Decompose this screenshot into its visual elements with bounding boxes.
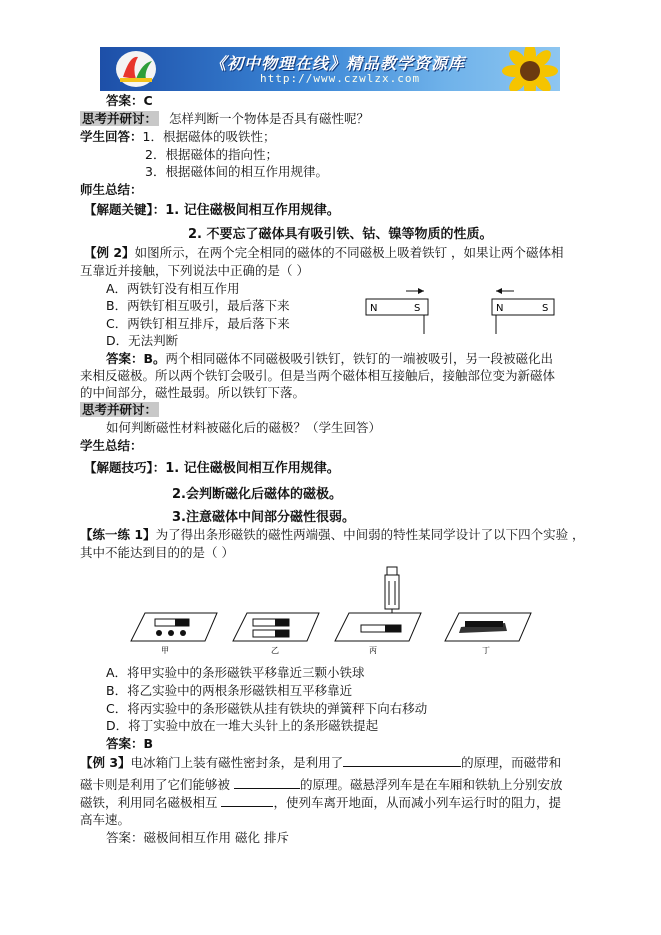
example-3-label: 【例 3】 — [80, 755, 131, 770]
left-magnet — [366, 288, 428, 334]
example-2-line-2: 互靠近并接触，下列说法中正确的是（ ） — [80, 263, 309, 278]
key-label-1: 【解题关键】： — [84, 202, 166, 217]
magnets-figure — [360, 282, 560, 342]
students-answer-item: 3．根据磁体间的相互作用规律。 — [145, 164, 328, 179]
example-2-answer-line: 的中间部分，磁性最弱。所以铁钉下落。 — [80, 385, 306, 400]
panel-ding — [445, 613, 531, 655]
panel-jia — [131, 613, 217, 655]
example-3-line-1: 【例 3】电冰箱门上装有磁性密封条，是利用了 的原理，而磁带和 — [80, 755, 562, 770]
think-label-1: 思考并研讨： — [82, 111, 158, 126]
practice-option-b: B．将乙实验中的两根条形磁铁相互平移靠近 — [106, 683, 353, 698]
think-question-1: 怎样判断一个物体是否具有磁性呢？ — [169, 111, 370, 126]
panel-label: 甲 — [161, 646, 169, 655]
logo-icon — [108, 47, 168, 91]
panel-label: 丁 — [482, 646, 490, 655]
blank-3[interactable] — [221, 793, 273, 807]
students-answer-label: 学生回答： — [80, 129, 143, 144]
example-2-answer: 答案：B。两个相同磁体不同磁极吸引铁钉，铁钉的一端被吸引，另一段被磁化出 — [106, 351, 554, 366]
key-item: 3.注意磁体中间部分磁性很弱。 — [172, 510, 355, 525]
practice-option-a: A．将甲实验中的条形磁铁平移靠近三颗小铁球 — [106, 665, 365, 680]
blank-1[interactable] — [343, 753, 461, 767]
panel-yi — [233, 613, 319, 655]
summary-label: 师生总结： — [80, 182, 143, 197]
students-answer — [80, 128, 275, 146]
key-item: 1. 记住磁极间相互作用规律。 — [165, 203, 340, 218]
magnet-pole-s: S — [542, 303, 549, 314]
key-item: 1. 记住磁极间相互作用规律。 — [165, 461, 340, 476]
practice-answer: 答案：B — [106, 736, 154, 751]
option-d: D．无法判断 — [106, 333, 179, 348]
practice-option-c: C．将丙实验中的条形磁铁从挂有铁块的弹簧秤下向右移动 — [106, 701, 428, 716]
banner-url: http://www.czwlzx.com — [260, 72, 421, 85]
key-section-1 — [84, 201, 340, 220]
answer-1: 答案：C — [106, 93, 153, 108]
key-section-2 — [84, 459, 340, 478]
practice-option-d: D．将丁实验中放在一堆大头针上的条形磁铁提起 — [106, 718, 379, 733]
example-3-line-3: 磁铁，利用同名磁极相互 ，使列车离开地面，从而减小列车运行时的阻力，提 — [80, 795, 561, 810]
students-summary-label: 学生总结： — [80, 438, 143, 453]
magnet-pole-n: N — [370, 303, 378, 314]
example-3-answer: 答案：磁极间相互作用 磁化 排斥 — [106, 830, 289, 845]
panel-label: 乙 — [271, 646, 279, 655]
magnet-pole-n: N — [496, 303, 504, 314]
right-magnet — [492, 288, 554, 334]
think-section-1 — [80, 110, 369, 128]
banner-title: 《初中物理在线》精品教学资源库 — [210, 54, 466, 73]
students-answer-item: 2．根据磁体的指向性； — [145, 147, 278, 162]
blank-2[interactable] — [234, 775, 300, 789]
header-banner — [100, 47, 560, 91]
sunflower-icon — [480, 47, 560, 91]
option-c: C．两铁钉相互排斥，最后落下来 — [106, 316, 290, 331]
option-a: A．两铁钉没有相互作用 — [106, 281, 240, 296]
think-question-2: 如何判断磁性材料被磁化后的磁极？（学生回答） — [106, 420, 382, 435]
example-2-line-1: 【例 2】如图所示，在两个完全相同的磁体的不同磁极上吸着铁钉 ，如果让两个磁体相 — [84, 245, 564, 260]
panel-label: 丙 — [369, 646, 377, 655]
example-2-answer-line: 来相反磁极。所以两个铁钉会吸引。但是当两个磁体相互接触后，接触部位变为新磁体 — [80, 368, 556, 383]
key-item: 2.会判断磁化后磁体的磁极。 — [172, 487, 342, 502]
experiments-figure — [125, 565, 555, 655]
magnet-pole-s: S — [414, 303, 421, 314]
panel-bing — [335, 613, 421, 655]
example-2-label: 【例 2】 — [84, 245, 135, 260]
practice-line-2: 其中不能达到目的的是（ ） — [80, 545, 234, 560]
option-b: B．两铁钉相互吸引，最后落下来 — [106, 298, 290, 313]
practice-label: 【练一练 1】 — [80, 527, 156, 542]
practice-line-1: 【练一练 1】为了得出条形磁铁的磁性两端强、中间弱的特性某同学设计了以下四个实验 ， — [80, 527, 585, 542]
answer-label: 答案：B。 — [106, 351, 166, 366]
students-answer-item: 1．根据磁体的吸铁性； — [142, 129, 276, 144]
key-item: 2. 不要忘了磁体具有吸引铁、钴、镍等物质的性质。 — [188, 227, 493, 242]
example-3-line-4: 高车速。 — [80, 812, 131, 827]
key-label-2: 【解题技巧】： — [84, 460, 166, 475]
think-label-2: 思考并研讨： — [82, 402, 158, 417]
example-3-line-2: 磁卡则是利用了它们能够被 的原理。磁悬浮列车是在车厢和铁轨上分别安放 — [80, 777, 563, 792]
